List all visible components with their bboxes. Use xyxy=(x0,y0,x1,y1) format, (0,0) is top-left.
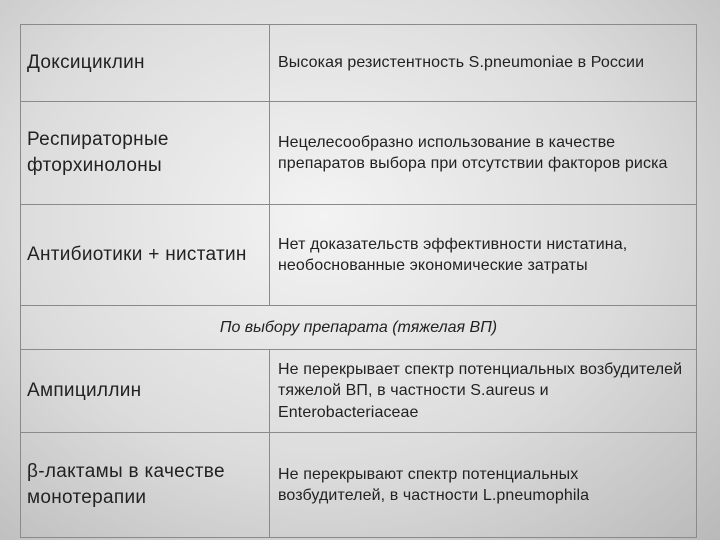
comparison-table xyxy=(20,24,697,538)
table-row xyxy=(21,101,696,204)
reason-cell: Высокая резистентность S.pneumoniae в России xyxy=(269,25,696,101)
drug-cell: β-лактамы в качестве монотерапии xyxy=(27,460,225,508)
table-row xyxy=(21,25,696,101)
table-row xyxy=(21,349,696,432)
drug-cell: Доксициклин xyxy=(27,51,145,73)
drug-cell: Респираторные фторхинолоны xyxy=(27,128,169,176)
reason-cell: Нецелесообразно использование в качестве препаратов выбора при отсутствии факторов риска xyxy=(269,102,696,204)
section-header: По выбору препарата (тяжелая ВП) xyxy=(219,318,498,336)
drug-cell: Ампициллин xyxy=(27,379,142,401)
reason-cell: Не перекрывают спектр потенциальных возбудителей, в частности L.pneumophila xyxy=(269,433,696,537)
drug-cell: Антибиотики + нистатин xyxy=(27,243,247,265)
reason-cell: Не перекрывает спектр потенциальных возбудителей тяжелой ВП, в частности S.aureus и Enterobacteriaceae xyxy=(269,350,696,432)
reason-cell: Нет доказательств эффективности нистатина, необоснованные экономические затраты xyxy=(269,205,696,305)
section-header-row xyxy=(21,305,696,349)
table-row xyxy=(21,432,696,537)
table-row xyxy=(21,204,696,305)
